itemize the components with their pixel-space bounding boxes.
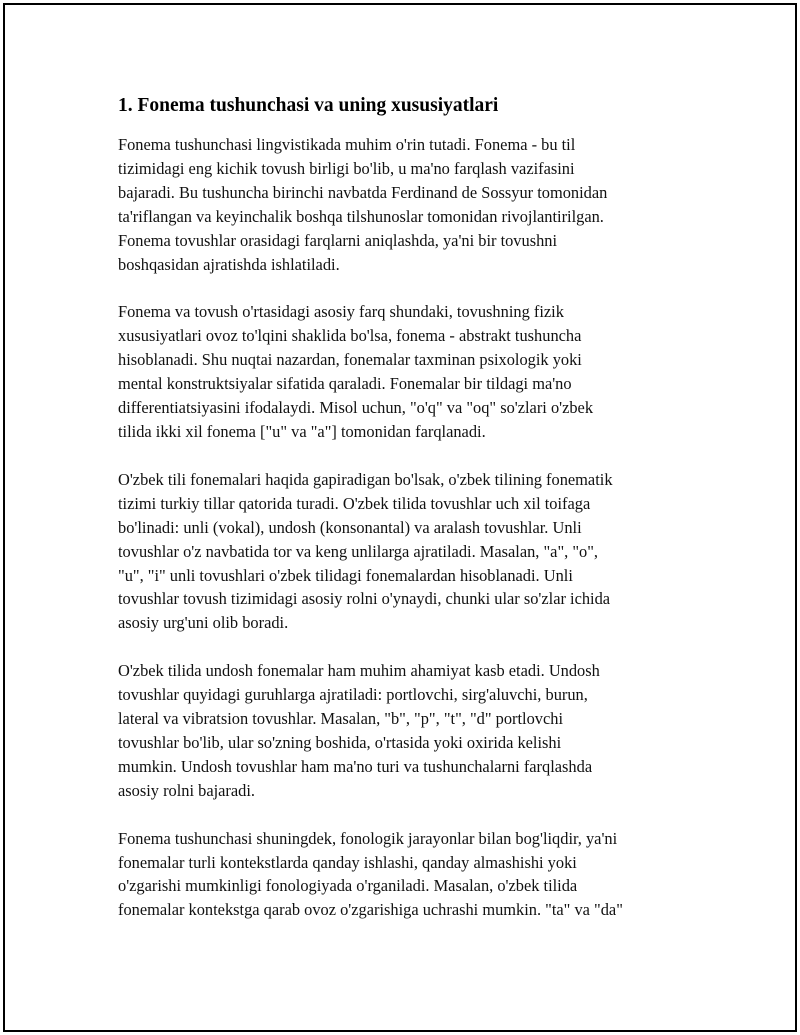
text-line: fonemalar turli kontekstlarda qanday ishlashi, qanday almashishi yoki — [118, 852, 577, 872]
text-line: tilida ikki xil fonema ["u" va "a"] tomonidan farqlanadi. — [118, 421, 486, 441]
text-line: tovushlar tovush tizimidagi asosiy rolni o'ynaydi, chunki ular so'zlar ichida — [118, 589, 611, 609]
text-line: lateral va vibratsion tovushlar. Masalan, "b", "p", "t", "d" portlovchi — [118, 709, 563, 729]
paragraph — [118, 659, 693, 802]
text-line: O'zbek tili fonemalari haqida gapiradigan bo'lsak, o'zbek tilining fonematik — [118, 469, 613, 489]
text-line: tizimidagi eng kichik tovush birligi bo'lib, u ma'no farqlash vazifasini — [118, 158, 575, 178]
text-line: "u", "i" unli tovushlari o'zbek tilidagi fonemalardan hisoblanadi. Unli — [118, 565, 573, 585]
text-line: tovushlar bo'lib, ular so'zning boshida, o'rtasida yoki oxirida kelishi — [118, 732, 562, 752]
text-line: Fonema va tovush o'rtasidagi asosiy farq shundaki, tovushning fizik — [118, 302, 564, 322]
text-line: Fonema tushunchasi lingvistikada muhim o'rin tutadi. Fonema - bu til — [118, 135, 576, 154]
text-line: o'zgarishi mumkinligi fonologiyada o'rganiladi. Masalan, o'zbek tilida — [118, 876, 578, 896]
text-line: tizimi turkiy tillar qatorida turadi. O'zbek tilida tovushlar uch xil toifaga — [118, 493, 591, 513]
text-line: bo'linadi: unli (vokal), undosh (konsonantal) va aralash tovushlar. Unli — [118, 517, 582, 537]
text-line: xususiyatlari ovoz to'lqini shaklida bo'lsa, fonema - abstrakt tushuncha — [118, 326, 582, 346]
text-line: differentiatsiyasini ifodalaydi. Misol uchun, "o'q" va "oq" so'zlari o'zbek — [118, 398, 594, 418]
paragraph — [118, 300, 693, 443]
text-line: bajaradi. Bu tushuncha birinchi navbatda Ferdinand de Sossyur tomonidan — [118, 182, 608, 202]
document-body — [118, 93, 693, 946]
text-line: asosiy urg'uni olib boradi. — [118, 613, 289, 633]
paragraph — [118, 133, 693, 276]
text-line: boshqasidan ajratishda ishlatiladi. — [118, 254, 340, 274]
paragraph — [118, 827, 693, 923]
paragraph — [118, 468, 693, 635]
text-line: ta'riflangan va keyinchalik boshqa tilshunoslar tomonidan rivojlantirilgan. — [118, 206, 604, 226]
text-line: Fonema tovushlar orasidagi farqlarni aniqlashda, ya'ni bir tovushni — [118, 230, 558, 250]
text-line: tovushlar o'z navbatida tor va keng unlilarga ajratiladi. Masalan, "a", "o", — [118, 541, 599, 561]
section-heading: 1. Fonema tushunchasi va uning xususiyatlari — [118, 95, 499, 116]
text-line: mumkin. Undosh tovushlar ham ma'no turi va tushunchalarni farqlashda — [118, 756, 593, 776]
text-line: asosiy rolni bajaradi. — [118, 780, 256, 800]
text-line: mental konstruktsiyalar sifatida qaraladi. Fonemalar bir tildagi ma'no — [118, 374, 572, 394]
text-line: hisoblanadi. Shu nuqtai nazardan, fonemalar taxminan psixologik yoki — [118, 350, 582, 370]
text-line: fonemalar kontekstga qarab ovoz o'zgarishiga uchrashi mumkin. "ta" va "da" — [118, 900, 623, 920]
text-line: Fonema tushunchasi shuningdek, fonologik jarayonlar bilan bog'liqdir, ya'ni — [118, 828, 618, 848]
text-line: tovushlar quyidagi guruhlarga ajratiladi: portlovchi, sirg'aluvchi, burun, — [118, 685, 588, 705]
text-line: O'zbek tilida undosh fonemalar ham muhim ahamiyat kasb etadi. Undosh — [118, 661, 600, 681]
